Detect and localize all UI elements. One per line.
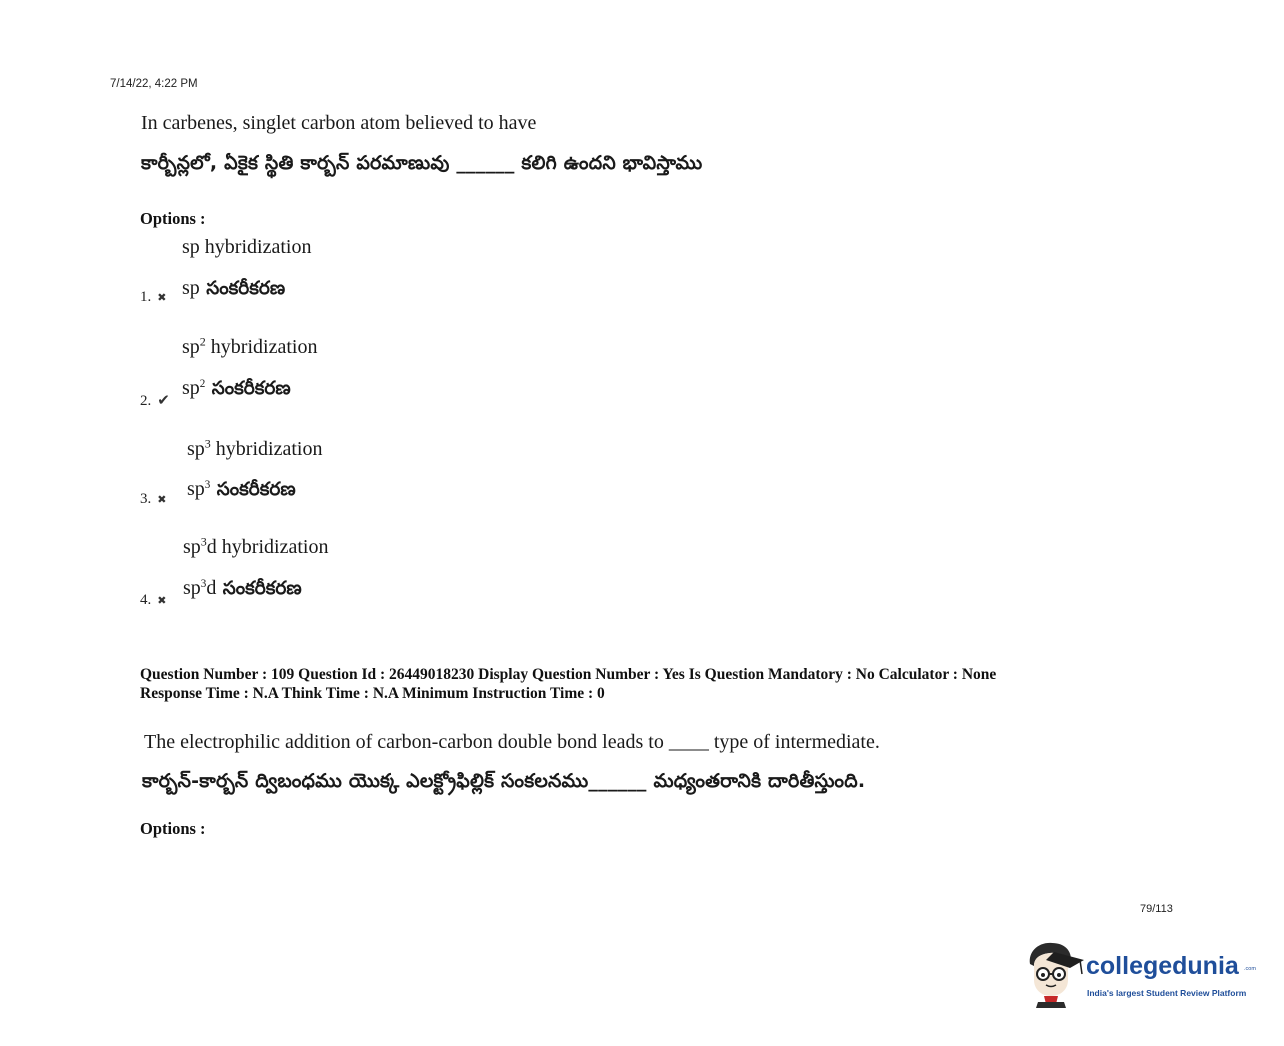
brand-suffix: .com [1244, 966, 1256, 972]
question-text-english: The electrophilic addition of carbon-carbon double bond leads to ____ type of intermediate. [144, 731, 880, 753]
option-1-number: 1. ✖ [140, 289, 167, 305]
option-2-telugu: $sp^2$ సంకరీకరణ [182, 377, 291, 399]
question-meta-line-1: Question Number : 109 Question Id : 26449018230 Display Question Number : Yes Is Question Mandatory : No Calculator : None [140, 666, 997, 683]
option-2-number: 2. ✔ [140, 391, 170, 409]
brand-name: collegedunia [1086, 952, 1239, 980]
question-text-telugu: కార్బన్-కార్బన్ ద్విబంధము యొక్క ఎలక్ట్రోఫిల్లిక్ సంకలనము______ మధ్యంతరానికి దారితీస్తుంది. [142, 770, 866, 792]
option-1-english: sp hybridization [182, 236, 312, 258]
page-number: 79/113 [1140, 903, 1173, 915]
options-label: Options : [140, 819, 206, 838]
option-3-english: $sp^3$ hybridization [187, 436, 323, 460]
options-label: Options : [140, 209, 206, 228]
option-3-telugu: $sp^3$ సంకరీకరణ [187, 478, 296, 500]
option-2-english: $sp^2$ hybridization [182, 334, 318, 358]
option-3-number: 3. ✖ [140, 491, 167, 507]
collegedunia-mascot-logo [1024, 938, 1088, 1010]
print-timestamp: 7/14/22, 4:22 PM [110, 78, 198, 90]
cross-icon: ✖ [157, 594, 167, 607]
question-meta-line-2: Response Time : N.A Think Time : N.A Minimum Instruction Time : 0 [140, 685, 605, 702]
cross-icon: ✖ [157, 493, 167, 506]
option-4-english: $sp^3d$ hybridization [183, 534, 329, 558]
option-4-telugu: $sp^3d$ సంకరీకరణ [183, 577, 302, 599]
brand-tagline: India's largest Student Review Platform [1087, 988, 1247, 998]
check-icon: ✔ [157, 391, 170, 409]
option-4-number: 4. ✖ [140, 592, 167, 608]
question-text-english: In carbenes, singlet carbon atom believed to have [141, 112, 537, 134]
question-text-telugu: కార్బీన్లలో, ఏకైక స్థితి కార్బన్ పరమాణువు ______ కలిగి ఉందని భావిస్తాము [141, 152, 703, 174]
cross-icon: ✖ [157, 291, 167, 304]
option-1-telugu: sp సంకరీకరణ [182, 277, 286, 299]
